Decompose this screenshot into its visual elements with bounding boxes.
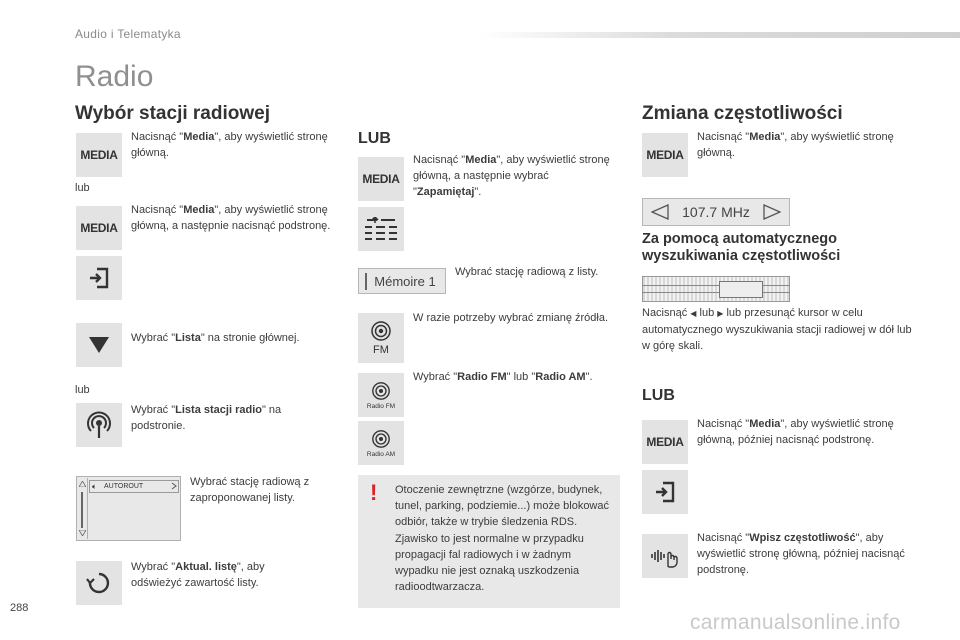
- list-entry[interactable]: 🔈︎ AUTOROUT: [89, 480, 179, 493]
- enter-frequency-button[interactable]: [642, 534, 688, 578]
- list-button[interactable]: [76, 323, 122, 367]
- media-button-label: MEDIA: [362, 172, 400, 186]
- warning-text: Otoczenie zewnętrzne (wzgórze, budynek, tunel, parking, podziemie...) może blokować odbiór, także w trybie śledzenia RDS. Zjawisko to jest normalne w przypadku propagacji fal radiowych i w żadnym wypadku nie jest oznaką uszkodzenia radioodtwarzacza.: [395, 484, 609, 594]
- frequency-scale[interactable]: [642, 276, 790, 302]
- watermark: carmanualsonline.info: [690, 611, 901, 634]
- media-button-label: MEDIA: [646, 148, 684, 162]
- triangle-down-icon: [88, 336, 110, 354]
- station-list-screen[interactable]: [76, 476, 181, 541]
- radio-am-label: Radio AM: [366, 450, 396, 458]
- step-text: Wybrać "Radio FM" lub "Radio AM".: [413, 371, 593, 383]
- header-bar: [478, 32, 960, 38]
- media-button[interactable]: [358, 157, 404, 201]
- scale-line: [642, 285, 790, 286]
- scroll-down-icon: [79, 530, 86, 536]
- or-text: lub: [75, 182, 90, 194]
- frequency-display[interactable]: [642, 198, 790, 226]
- memory-menu-button[interactable]: [358, 207, 404, 251]
- step-text: Nacisnąć "Media", aby wyświetlić stronę główną, a następnie nacisnąć podstronę.: [131, 204, 331, 232]
- scroll-up-icon: [79, 481, 86, 487]
- media-button[interactable]: [76, 133, 122, 177]
- or-text: lub: [75, 384, 90, 396]
- step-text: Nacisnąć ◀ lub ▶ lub przesunąć kursor w celu automatycznego wyszukiwania stacji radiowej w dół lub w górę skali.: [642, 307, 912, 352]
- media-button-label: MEDIA: [80, 221, 118, 235]
- radio-fm-button[interactable]: [358, 373, 404, 417]
- step-text: Wybrać stację radiową z zaproponowanej listy.: [190, 476, 310, 504]
- seek-up-icon[interactable]: [763, 204, 781, 220]
- radio-source-icon: [371, 381, 391, 401]
- frequency-input-icon: [650, 544, 680, 568]
- seek-down-icon[interactable]: [651, 204, 669, 220]
- media-button[interactable]: [76, 206, 122, 250]
- step-text: Nacisnąć "Media", aby wyświetlić stronę główną, a następnie wybrać "Zapamiętaj".: [413, 154, 610, 198]
- radio-am-button[interactable]: [358, 421, 404, 465]
- scroll-thumb[interactable]: [81, 492, 83, 528]
- fm-label: FM: [373, 344, 389, 356]
- list-scrollbar[interactable]: [78, 478, 88, 539]
- step-text: Nacisnąć "Media", aby wyświetlić stronę główną.: [131, 131, 328, 159]
- memory-preset-label: Mémoire 1: [374, 273, 436, 289]
- alt-heading: LUB: [642, 387, 675, 404]
- subpage-icon: [87, 266, 111, 290]
- radio-source-icon: [370, 320, 392, 342]
- step-text: W razie potrzeby wybrać zmianę źródła.: [413, 312, 609, 324]
- step-text: Nacisnąć "Media", aby wyświetlić stronę główną.: [697, 131, 894, 159]
- page-number: 288: [10, 602, 29, 614]
- radio-source-icon: [371, 429, 391, 449]
- scale-cursor[interactable]: [719, 281, 763, 298]
- preset-marker: [365, 273, 367, 290]
- page-title: Radio: [75, 60, 154, 93]
- section-heading-frequency: Zmiana częstotliwości: [642, 103, 843, 124]
- frequency-value: 107.7 MHz: [682, 204, 750, 220]
- step-text: Wybrać stację radiową z listy.: [455, 266, 599, 278]
- step-text: Wybrać "Lista" na stronie głównej.: [131, 332, 300, 344]
- scale-line: [642, 292, 790, 293]
- alt-heading: LUB: [358, 130, 391, 147]
- speaker-icon: 🔈︎: [92, 482, 97, 491]
- arrow-right-icon[interactable]: ▶: [717, 309, 724, 318]
- step-text: Nacisnąć "Wpisz częstotliwość", aby wyświetlić stronę główną, później nacisnąć podstronę.: [697, 532, 905, 576]
- step-text: Wybrać "Aktual. listę", aby odświeżyć zawartość listy.: [131, 561, 265, 589]
- section-heading-station-select: Wybór stacji radiowej: [75, 103, 270, 124]
- step-text: Wybrać "Lista stacji radio" na podstronie.: [131, 404, 282, 432]
- step-text: Nacisnąć "Media", aby wyświetlić stronę główną, później nacisnąć podstronę.: [697, 418, 894, 446]
- section-header: Audio i Telematyka: [75, 27, 181, 41]
- subheading-auto-search: Za pomocą automatycznego wyszukiwania częstotliwości: [642, 231, 841, 264]
- refresh-list-button[interactable]: [76, 561, 122, 605]
- subpage-button[interactable]: [76, 256, 122, 300]
- media-button[interactable]: [642, 420, 688, 464]
- arrow-left-icon[interactable]: ◀: [690, 309, 697, 318]
- chevron-right-icon: [171, 482, 177, 490]
- preset-list-icon: [363, 217, 399, 241]
- source-fm-button[interactable]: [358, 313, 404, 363]
- media-button[interactable]: [642, 133, 688, 177]
- memory-preset-button[interactable]: [358, 268, 446, 294]
- subpage-icon: [653, 480, 677, 504]
- media-button-label: MEDIA: [80, 148, 118, 162]
- radio-antenna-icon: [86, 411, 112, 439]
- media-button-label: MEDIA: [646, 435, 684, 449]
- warning-icon: !: [370, 480, 378, 505]
- subpage-button[interactable]: [642, 470, 688, 514]
- refresh-icon: [86, 572, 112, 594]
- radio-fm-label: Radio FM: [366, 402, 396, 410]
- station-list-button[interactable]: [76, 403, 122, 447]
